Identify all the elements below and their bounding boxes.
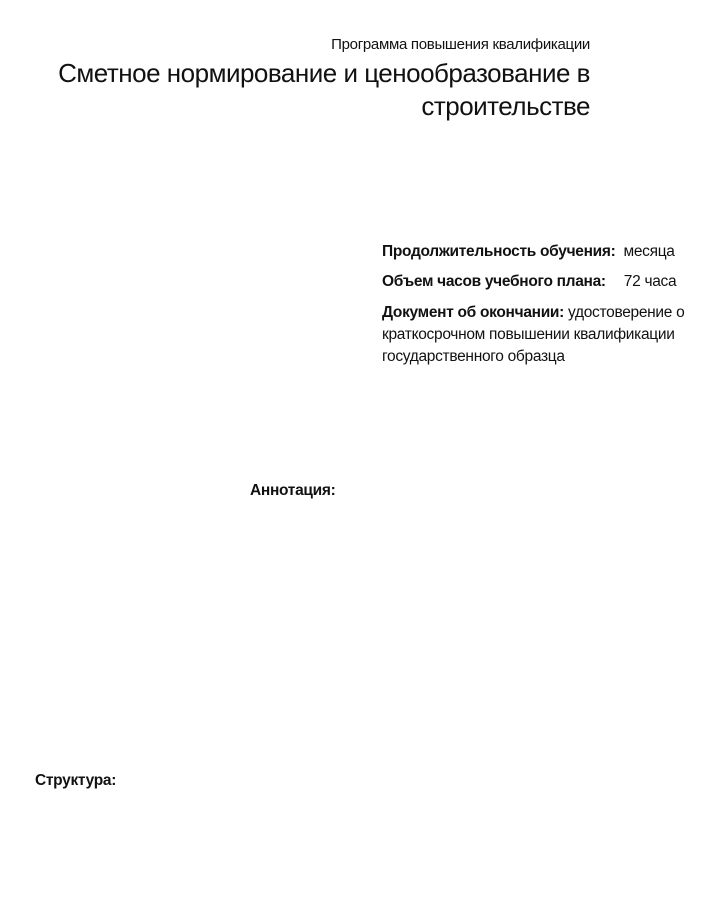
duration-row bbox=[382, 243, 675, 261]
document-value: удостоверение о краткосрочном повышении квалификации государственного образца bbox=[382, 304, 685, 365]
document-label: Документ об окончании: bbox=[382, 304, 565, 321]
hours-label: Объем часов учебного плана: bbox=[382, 273, 606, 290]
hours-value: 72 часа bbox=[623, 273, 677, 290]
page-title: Сметное нормирование и ценообразование в строительстве bbox=[58, 58, 590, 121]
structure-heading: Структура: bbox=[35, 772, 117, 789]
annotation-heading: Аннотация: bbox=[250, 482, 336, 499]
document-row bbox=[382, 302, 712, 368]
duration-label: Продолжительность обучения: bbox=[382, 243, 616, 260]
duration-value: месяца bbox=[623, 243, 675, 260]
hours-row bbox=[382, 273, 676, 291]
program-type: Программа повышения квалификации bbox=[331, 36, 590, 53]
